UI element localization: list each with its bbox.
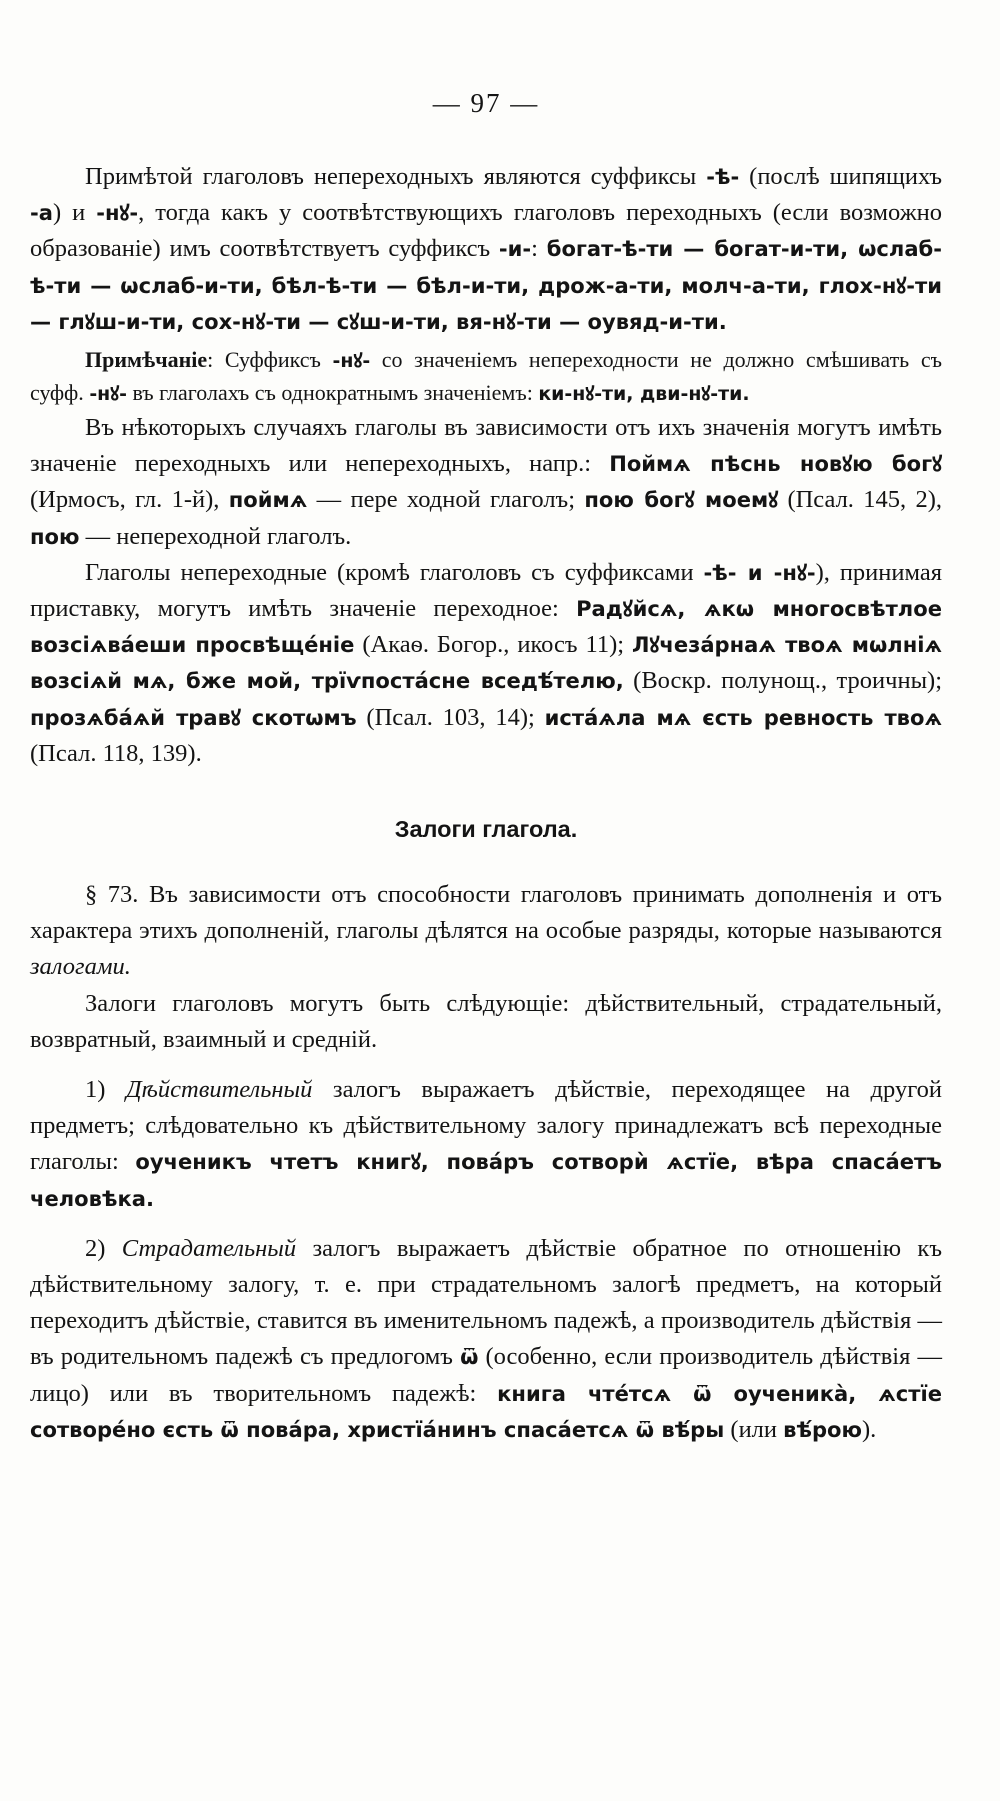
- paragraph-prefix-transitive: Глаголы непереходные (кромѣ глаголовъ съ суффиксами -ѣ- и -нꙋ-), принимая приставку, могутъ имѣть значеніе переходное: Радꙋйсѧ, ѧкѡ многосвѣтлое возсіѧвáеши просвѣщéніе (Акаѳ. Богор., икосъ 11); Лꙋчезáрнаѧ твоѧ мѡлніѧ возсіѧй мѧ, бже мой, трїѵпостáсне вседѣ́телю, (Воскр. полунощ., троичны); прозѧбáѧй травꙋ скотѡмъ (Псал. 103, 14); истáѧла мѧ єсть ревность твоѧ (Псал. 118, 139).: [30, 558, 943, 767]
- page-number: — 97 —: [432, 88, 540, 118]
- paragraph-section-73: § 73. Въ зависимости отъ способности глаголовъ принимать дополненія и отъ характера этихъ дополненій, глаголы дѣлятся на особые разряды, которые называются залогами.: [30, 881, 942, 981]
- paragraph-voice-list: Залоги глаголовъ могутъ быть слѣдующіе: дѣйствительный, страдательный, возвратный, взаимный и средній.: [30, 989, 942, 1053]
- section-heading: Залоги глагола.: [394, 816, 578, 843]
- paragraph-intransitive-suffixes: Примѣтой глаголовъ непереходныхъ являются суффиксы -ѣ- (послѣ шипящихъ -а) и -нꙋ-, тогда какъ у соотвѣтствующихъ глаголовъ переходныхъ (если возможно образованіе) имъ соотвѣтствуетъ суффиксъ -и-: богат-ѣ-ти — богат-и-ти, ѡслаб-ѣ-ти — ѡслаб-и-ти, бѣл-ѣ-ти — бѣл-и-ти, дрож-а-ти, молч-а-ти, глох-нꙋ-ти — глꙋш-и-ти, сох-нꙋ-ти — сꙋш-и-ти, вя-нꙋ-ти — оувяд-и-ти.: [30, 163, 942, 334]
- paragraph-transitive-or-intransitive: Въ нѣкоторыхъ случаяхъ глаголы въ зависимости отъ ихъ значенія могутъ имѣть значеніе переходныхъ или непереходныхъ, напр.: Поймѧ пѣснь новꙋю богꙋ (Ирмосъ, гл. 1-й), поймѧ — пере ходной глаголъ; пою богꙋ моемꙋ (Псал. 145, 2), пою — непереходной глаголъ.: [30, 414, 943, 550]
- note-paragraph: Примѣчаніе: Суффиксъ -нꙋ- со значеніемъ непереходности не должно смѣшивать съ суфф. -нꙋ- въ глаголахъ съ однократнымъ значеніемъ: ки-нꙋ-ти, дви-нꙋ-ти.: [30, 347, 942, 406]
- paragraph-passive-voice: 2) Страдательный залогъ выражаетъ дѣйствіе обратное по отношенію къ дѣйствительному залогу, т. е. при страдательномъ залогѣ предметъ, на который переходитъ дѣйствіе, ставится въ именительномъ падежѣ, а производитель дѣйствія — въ родительномъ падежѣ съ предлогомъ ѿ (особенно, если производитель дѣйствія — лицо) или въ творительномъ падежѣ: книга чтéтсѧ ѿ оученикà, ѧстїе сотворéно єсть ѿ повáра, христїáнинъ спасáетсѧ ѿ вѣ́ры (или вѣ́рою).: [30, 1234, 942, 1443]
- paragraph-active-voice: 1) Дѣйствительный залогъ выражаетъ дѣйствіе, переходящее на другой предметъ; слѣдовательно къ дѣйствительному залогу принадлежатъ всѣ переходные глаголы: оученикъ чтетъ книгꙋ, повáръ сотворѝ ѧстїе, вѣра спасáетъ человѣка.: [30, 1076, 943, 1211]
